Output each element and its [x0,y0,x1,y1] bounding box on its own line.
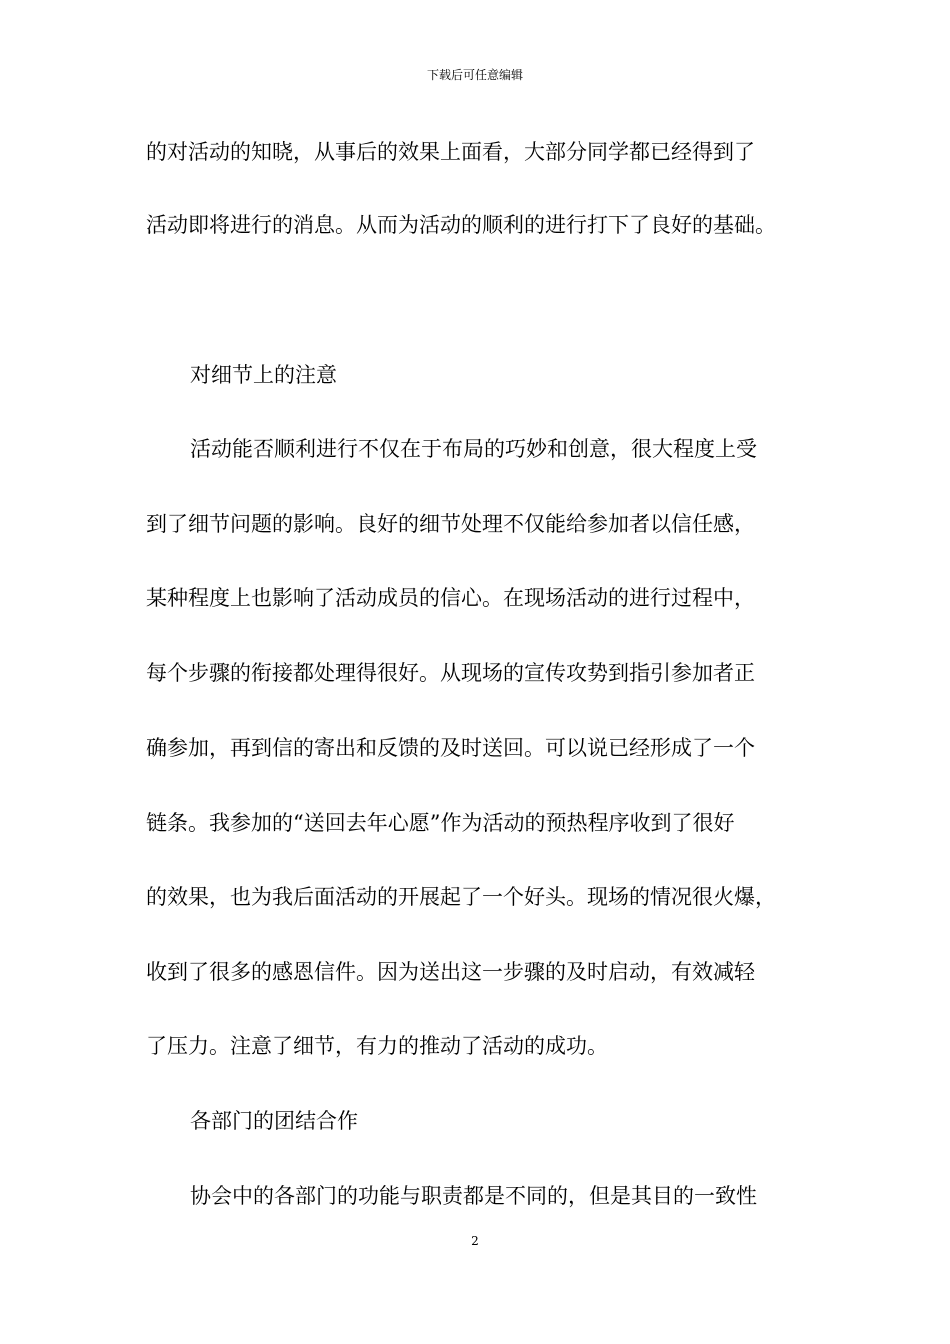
body-line: 了压力。注意了细节，有力的推动了活动的成功。 [146,1034,608,1058]
body-line: 到了细节问题的影响。良好的细节处理不仅能给参加者以信任感， [146,512,755,536]
body-line: 链条。我参加的“送回去年心愿”作为活动的预热程序收到了很好 [146,811,735,835]
page-number: 2 [471,1234,479,1248]
body-line: 活动即将进行的消息。从而为活动的顺利的进行打下了良好的基础。 [146,213,776,237]
section-heading: 对细节上的注意 [190,363,337,387]
page-header: 下载后可任意编辑 [426,68,523,82]
body-line: 的对活动的知晓，从事后的效果上面看，大部分同学都已经得到了 [146,140,755,164]
body-line: 协会中的各部门的功能与职责都是不同的，但是其目的一致性 [190,1184,757,1208]
section-heading: 各部门的团结合作 [190,1109,358,1133]
body-line: 每个步骤的衔接都处理得很好。从现场的宣传攻势到指引参加者正 [146,661,755,685]
body-line: 收到了很多的感恩信件。因为送出这一步骤的及时启动，有效减轻 [146,960,755,984]
body-line: 某种程度上也影响了活动成员的信心。在现场活动的进行过程中， [146,586,755,610]
body-line: 活动能否顺利进行不仅在于布局的巧妙和创意，很大程度上受 [190,437,757,461]
body-line: 确参加，再到信的寄出和反馈的及时送回。可以说已经形成了一个 [146,736,755,760]
body-line: 的效果，也为我后面活动的开展起了一个好头。现场的情况很火爆， [146,885,776,909]
